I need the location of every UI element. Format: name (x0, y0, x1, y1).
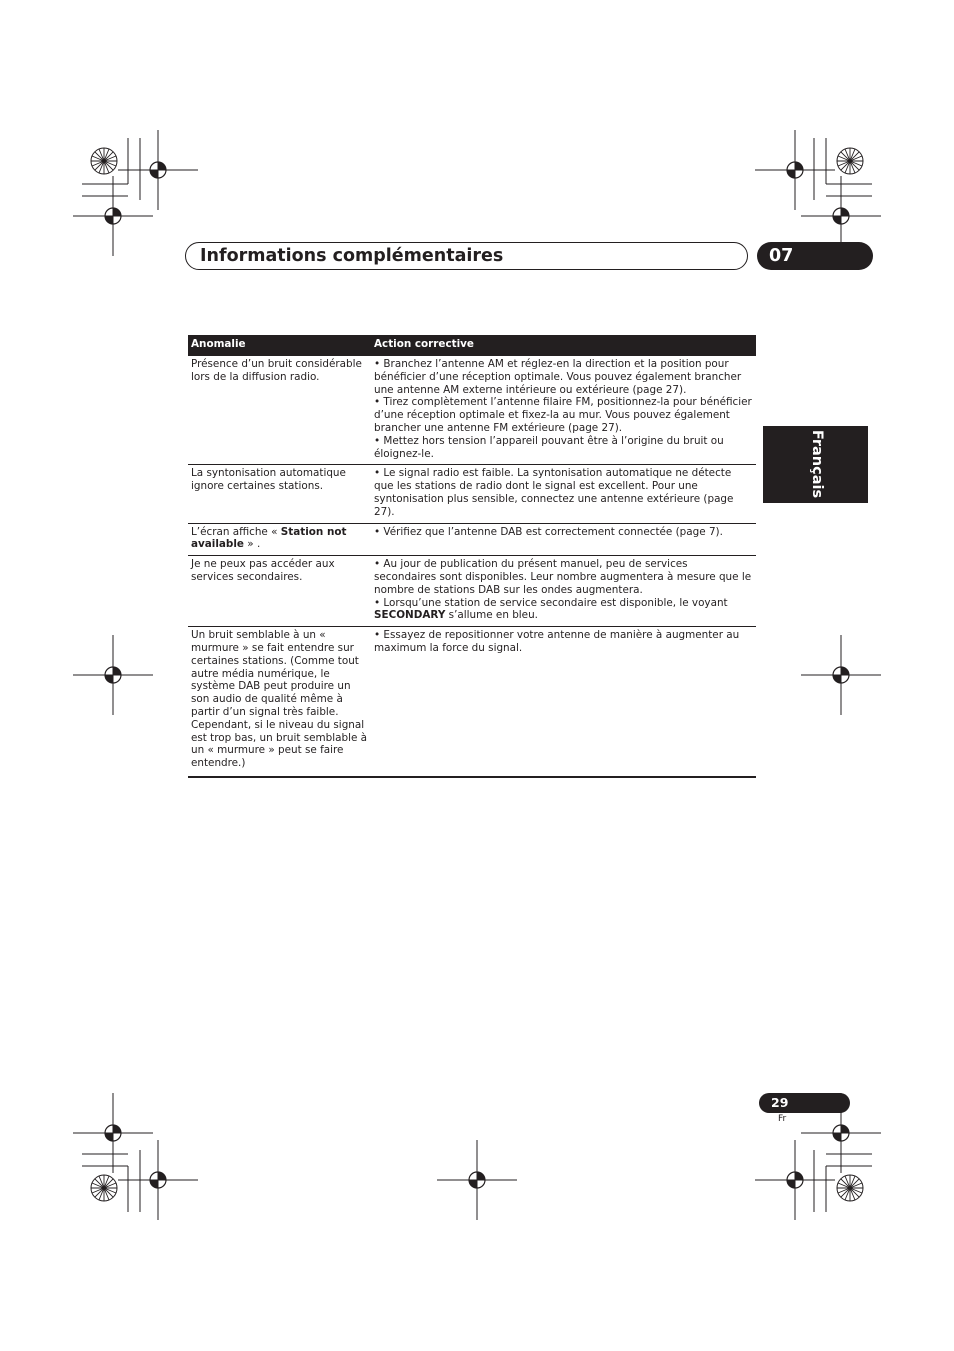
table-row (188, 523, 756, 556)
registration-mark-icon (118, 1140, 198, 1220)
action-item: • Vérifiez que l’antenne DAB est correctement connectée (page 7). (374, 525, 723, 538)
table-header-row (188, 335, 756, 356)
table-row (188, 627, 756, 777)
action-cell (371, 556, 756, 627)
action-item (374, 597, 753, 623)
action-cell (371, 627, 756, 777)
action-item: • Au jour de publication du présent manuel, peu de services secondaires sont disponibles. Leur nombre augmentera à mesure que le nombre de stations DAB sur les ondes augmentera. (374, 558, 752, 596)
action-item: • Branchez l’antenne AM et réglez-en la direction et la position pour bénéficier d’une réception optimale. Vous pouvez également brancher une antenne AM externe intérieure ou extérieure (page 27). (374, 358, 742, 396)
table-row (188, 556, 756, 627)
page-language-code: Fr (778, 1114, 787, 1124)
page-number-badge (759, 1093, 850, 1113)
color-target-icon (837, 148, 863, 174)
action-cell (371, 356, 756, 465)
section-header (185, 242, 748, 270)
problem-text: La syntonisation automatique ignore certaines stations. (191, 467, 346, 493)
registration-mark-icon (73, 1093, 153, 1173)
indicator-name: SECONDARY (374, 609, 446, 622)
color-target-icon (91, 148, 117, 174)
registration-mark-icon (755, 130, 835, 210)
registration-mark-icon (755, 1140, 835, 1220)
display-message: Station not available (191, 525, 347, 551)
problem-text: L’écran affiche « (191, 525, 281, 538)
action-item: • Essayez de repositionner votre antenne de manière à augmenter au maximum la force du signal. (374, 629, 740, 654)
registration-mark-icon (801, 635, 881, 715)
column-header-action: Action corrective (371, 335, 756, 356)
language-tab (763, 426, 868, 503)
problem-text: Je ne peux pas accéder aux services secondaires. (191, 558, 335, 583)
action-cell (371, 465, 756, 523)
action-cell (371, 523, 756, 556)
action-item: • Mettez hors tension l’appareil pouvant être à l’origine du bruit ou éloignez-le. (374, 434, 724, 460)
page-number: 29 (771, 1095, 789, 1110)
problem-text: Un bruit semblable à un « murmure » se fait entendre sur certaines stations. (Comme tout autre média numérique, le système DAB peut produire un son audio de qualité même à partir d’un signal très faible. Cependant, si le niveau du signal est trop bas, un bruit semblable à un « murmure » peut se faire entendre.) (191, 629, 368, 770)
problem-cell (188, 465, 371, 523)
chapter-number: 07 (769, 246, 794, 266)
registration-mark-icon (73, 635, 153, 715)
registration-mark-icon (118, 130, 198, 210)
problem-cell (188, 556, 371, 627)
problem-cell (188, 627, 371, 777)
action-text-end: s’allume en bleu. (445, 609, 538, 622)
column-header-problem: Anomalie (188, 335, 371, 356)
troubleshooting-table (188, 335, 756, 778)
registration-mark-icon (73, 176, 153, 256)
problem-text-end: » . (243, 538, 261, 551)
color-target-icon (91, 1175, 117, 1201)
color-target-icon (837, 1175, 863, 1201)
problem-text: Présence d’un bruit considérable lors de la diffusion radio. (191, 358, 362, 383)
action-text: • Lorsqu’une station de service secondaire est disponible, le voyant (374, 596, 728, 609)
table-row (188, 356, 756, 465)
action-item: • Tirez complètement l’antenne filaire FM, positionnez-la pour bénéficier d’une réception optimale et fixez-la au mur. Vous pouvez également brancher une antenne FM extérieure (page 27). (374, 396, 752, 434)
language-tab-label: Français (809, 429, 825, 499)
problem-cell (188, 356, 371, 465)
table-row (188, 465, 756, 523)
section-title: Informations complémentaires (200, 246, 504, 266)
action-item: • Le signal radio est faible. La syntonisation automatique ne détecte que les stations de radio dont le signal est excellent. Pour une syntonisation plus sensible, connectez une antenne extérieure (page 27). (374, 467, 734, 518)
chapter-badge (757, 242, 873, 270)
registration-mark-icon (437, 1140, 517, 1220)
problem-cell (188, 523, 371, 556)
